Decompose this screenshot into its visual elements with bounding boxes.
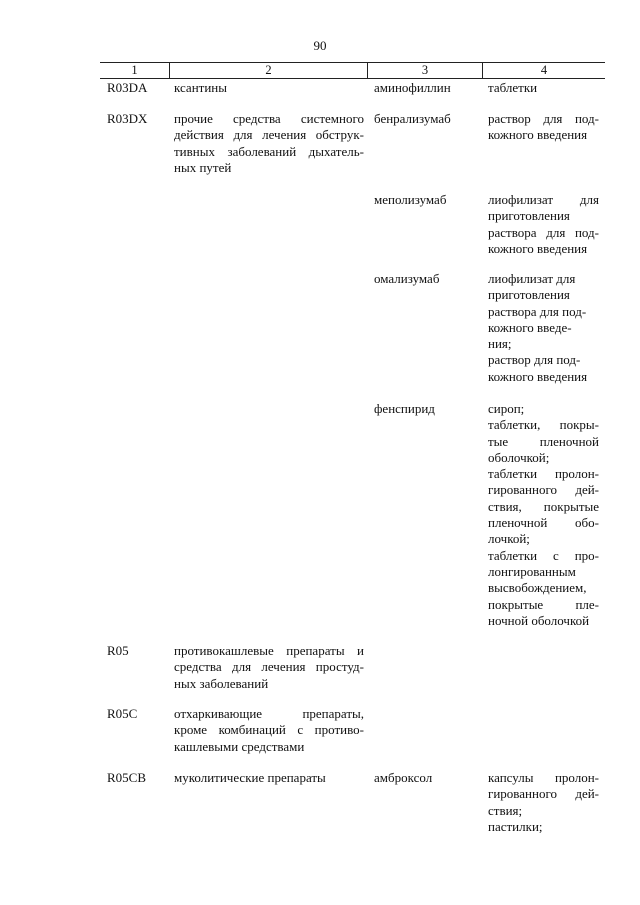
row-code: R05CB <box>107 770 147 785</box>
row-code: R05 <box>107 643 129 658</box>
header-col-4: 4 <box>540 63 548 77</box>
row-code: R03DA <box>107 80 148 95</box>
table-header <box>100 62 605 79</box>
page-number: 90 <box>313 38 327 53</box>
row-form: сироп; таблетки, покры- тые пленочной оболочкой; таблетки пролон- гированного дей- ствия, покрытые пленочной обо- лочкой; таблетки с про- лонгированным высвобождением, покрытые пле- ночной оболочкой <box>488 401 599 628</box>
header-col-2: 2 <box>265 63 272 77</box>
row-code: R03DX <box>107 111 148 126</box>
row-drug: омализумаб <box>374 271 440 286</box>
header-col-3: 3 <box>421 63 429 77</box>
header-col-1: 1 <box>131 63 138 77</box>
row-drug: аминофиллин <box>374 80 451 95</box>
row-drug: фенспирид <box>374 401 435 416</box>
row-code: R05C <box>107 706 138 721</box>
row-drug: меполизумаб <box>374 192 447 207</box>
row-form: лиофилизат для приготовления раствора для под- кожного введе- ния; раствор для под- кожного введения <box>488 271 588 384</box>
row-form: капсулы пролон- гированного дей- ствия; пастилки; <box>488 770 599 834</box>
row-form: лиофилизат для приготовления раствора для под- кожного введения <box>488 192 599 256</box>
row-name: ксантины <box>174 80 227 95</box>
row-drug: амброксол <box>374 770 433 785</box>
row-name: противокашлевые препараты и средства для лечения простуд- ных заболеваний <box>174 643 364 691</box>
row-name: отхаркивающие препараты, кроме комбинаций с противо- кашлевыми средствами <box>174 706 364 754</box>
row-drug: бенрализумаб <box>374 111 451 126</box>
row-name: прочие средства системного действия для лечения обструк- тивных заболеваний дыхатель- ных путей <box>174 111 364 175</box>
row-form: раствор для под- кожного введения <box>488 111 599 143</box>
row-form: таблетки <box>488 80 538 95</box>
row-name: муколитические препараты <box>174 770 326 785</box>
